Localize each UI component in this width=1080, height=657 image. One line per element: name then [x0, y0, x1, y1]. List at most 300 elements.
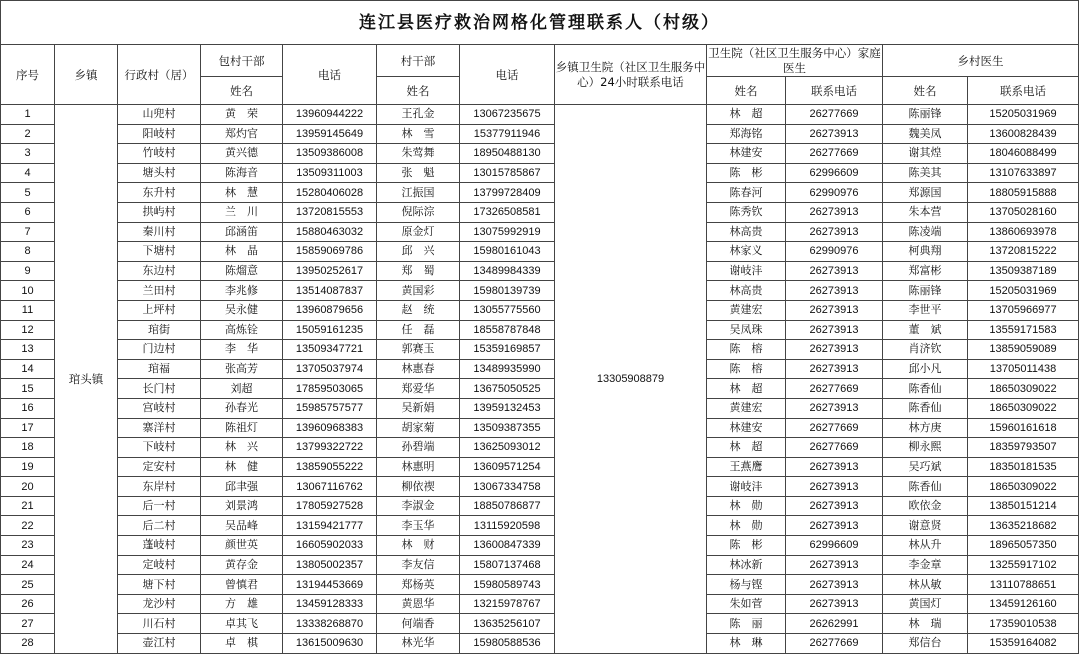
table-row [1, 105, 1079, 125]
table-row [1, 379, 1079, 399]
header-cadre-phone: 电话 [283, 45, 377, 105]
cell-village-cadre-name: 任 磊 [377, 320, 460, 340]
cell-rural-doctor-name: 邱小凡 [883, 359, 968, 379]
cell-village-cadre-name: 郑杨英 [377, 575, 460, 595]
cell-family-doctor-name: 陈 榕 [707, 340, 786, 360]
cell-cadre-phone: 13950252617 [283, 261, 377, 281]
cell-village-cadre-name: 李玉华 [377, 516, 460, 536]
cell-village-cadre-phone: 13015785867 [460, 163, 555, 183]
cell-cadre-name: 高炼铨 [201, 320, 283, 340]
table-row [1, 340, 1079, 360]
cell-family-doctor-name: 陈秀钦 [707, 202, 786, 222]
cell-cadre-name: 林 慧 [201, 183, 283, 203]
cell-rural-doctor-phone: 13860693978 [968, 222, 1079, 242]
cell-village-cadre-phone: 13675050525 [460, 379, 555, 399]
cell-cadre-name: 吴品峰 [201, 516, 283, 536]
cell-village-cadre-phone: 13075992919 [460, 222, 555, 242]
cell-family-doctor-phone: 26273913 [786, 477, 883, 497]
cell-village: 后二村 [118, 516, 201, 536]
table-row [1, 183, 1079, 203]
cell-rural-doctor-phone: 15359164082 [968, 634, 1079, 654]
header-hospital: 乡镇卫生院（社区卫生服务中心）24小时联系电话 [555, 45, 707, 105]
cell-village-cadre-name: 胡家菊 [377, 418, 460, 438]
cell-village-cadre-name: 倪际淙 [377, 202, 460, 222]
cell-rural-doctor-name: 魏美凤 [883, 124, 968, 144]
table-row [1, 418, 1079, 438]
table-row [1, 281, 1079, 301]
cell-rural-doctor-phone: 13600828439 [968, 124, 1079, 144]
cell-family-doctor-name: 朱如菅 [707, 594, 786, 614]
cell-cadre-name: 刘超 [201, 379, 283, 399]
cell-village-cadre-name: 林惠明 [377, 457, 460, 477]
cell-village-cadre-name: 黄恩华 [377, 594, 460, 614]
cell-seq: 17 [1, 418, 55, 438]
cell-village: 东岸村 [118, 477, 201, 497]
cell-cadre-phone: 16605902033 [283, 536, 377, 556]
cell-village: 东升村 [118, 183, 201, 203]
cell-village: 阳岐村 [118, 124, 201, 144]
cell-rural-doctor-name: 吴巧斌 [883, 457, 968, 477]
cell-seq: 6 [1, 202, 55, 222]
table-row [1, 261, 1079, 281]
cell-village-cadre-phone: 13609571254 [460, 457, 555, 477]
cell-village-cadre-phone: 15980588536 [460, 634, 555, 654]
cell-village-cadre-phone: 13625093012 [460, 438, 555, 458]
cell-rural-doctor-phone: 18046088499 [968, 144, 1079, 164]
cell-seq: 3 [1, 144, 55, 164]
cell-family-doctor-phone: 26273913 [786, 398, 883, 418]
cell-village-cadre-phone: 13635256107 [460, 614, 555, 634]
cell-family-doctor-name: 林冰新 [707, 555, 786, 575]
cell-village: 长门村 [118, 379, 201, 399]
cell-cadre-name: 黄存金 [201, 555, 283, 575]
cell-rural-doctor-phone: 13110788651 [968, 575, 1079, 595]
cell-village-cadre-name: 林 雪 [377, 124, 460, 144]
cell-cadre-phone: 13705037974 [283, 359, 377, 379]
table-row [1, 457, 1079, 477]
cell-rural-doctor-name: 林方庚 [883, 418, 968, 438]
cell-village-cadre-name: 黄国彩 [377, 281, 460, 301]
cell-rural-doctor-phone: 18650309022 [968, 477, 1079, 497]
cell-village-cadre-phone: 13067334758 [460, 477, 555, 497]
header-cadre-name: 姓名 [201, 77, 283, 105]
cell-seq: 21 [1, 496, 55, 516]
cell-village: 川石村 [118, 614, 201, 634]
cell-family-doctor-phone: 26273913 [786, 202, 883, 222]
cell-village: 塘头村 [118, 163, 201, 183]
cell-rural-doctor-phone: 13720815222 [968, 242, 1079, 262]
table-row [1, 163, 1079, 183]
cell-rural-doctor-phone: 13107633897 [968, 163, 1079, 183]
cell-village-cadre-phone: 15980589743 [460, 575, 555, 595]
cell-family-doctor-phone: 26273913 [786, 359, 883, 379]
cell-cadre-name: 方 雄 [201, 594, 283, 614]
cell-rural-doctor-name: 柯典翔 [883, 242, 968, 262]
cell-rural-doctor-phone: 13509387189 [968, 261, 1079, 281]
cell-village-cadre-phone: 15359169857 [460, 340, 555, 360]
cell-seq: 13 [1, 340, 55, 360]
cell-seq: 24 [1, 555, 55, 575]
cell-family-doctor-name: 陈 彬 [707, 536, 786, 556]
cell-village-cadre-name: 吴新娟 [377, 398, 460, 418]
cell-seq: 23 [1, 536, 55, 556]
table-row [1, 536, 1079, 556]
cell-village-cadre-name: 张 魁 [377, 163, 460, 183]
header-row-1 [1, 45, 1079, 77]
cell-family-doctor-phone: 62996609 [786, 536, 883, 556]
cell-cadre-phone: 13194453669 [283, 575, 377, 595]
table-row [1, 320, 1079, 340]
cell-family-doctor-phone: 26277669 [786, 634, 883, 654]
cell-cadre-name: 林 健 [201, 457, 283, 477]
table-row [1, 202, 1079, 222]
cell-family-doctor-phone: 26273913 [786, 261, 883, 281]
cell-village-cadre-name: 邱 兴 [377, 242, 460, 262]
cell-rural-doctor-phone: 18359793507 [968, 438, 1079, 458]
cell-cadre-name: 卓 棋 [201, 634, 283, 654]
cell-village-cadre-name: 李淑金 [377, 496, 460, 516]
cell-village-cadre-phone: 13799728409 [460, 183, 555, 203]
cell-family-doctor-phone: 26277669 [786, 144, 883, 164]
cell-village-cadre-phone: 13600847339 [460, 536, 555, 556]
cell-village-cadre-name: 何端香 [377, 614, 460, 634]
cell-cadre-name: 邱涵笛 [201, 222, 283, 242]
cell-rural-doctor-phone: 18650309022 [968, 398, 1079, 418]
header-village-cadre-name: 姓名 [377, 77, 460, 105]
cell-rural-doctor-phone: 13705966977 [968, 300, 1079, 320]
cell-cadre-name: 孙春光 [201, 398, 283, 418]
cell-family-doctor-name: 陈 丽 [707, 614, 786, 634]
cell-village-cadre-name: 郑爱华 [377, 379, 460, 399]
cell-family-doctor-phone: 26273913 [786, 320, 883, 340]
cell-village-cadre-phone: 18558787848 [460, 320, 555, 340]
cell-family-doctor-phone: 26277669 [786, 418, 883, 438]
cell-family-doctor-name: 林 勋 [707, 516, 786, 536]
cell-family-doctor-name: 林高贵 [707, 222, 786, 242]
cell-village: 下塘村 [118, 242, 201, 262]
cell-rural-doctor-phone: 17359010538 [968, 614, 1079, 634]
cell-village: 门边村 [118, 340, 201, 360]
cell-family-doctor-phone: 26277669 [786, 438, 883, 458]
cell-family-doctor-name: 黄建宏 [707, 300, 786, 320]
cell-cadre-phone: 15985757577 [283, 398, 377, 418]
cell-seq: 12 [1, 320, 55, 340]
cell-family-doctor-phone: 26262991 [786, 614, 883, 634]
cell-family-doctor-name: 黄建宏 [707, 398, 786, 418]
cell-rural-doctor-phone: 13635218682 [968, 516, 1079, 536]
cell-cadre-phone: 13799322722 [283, 438, 377, 458]
cell-rural-doctor-name: 李金章 [883, 555, 968, 575]
cell-cadre-name: 郑灼官 [201, 124, 283, 144]
cell-rural-doctor-name: 谢其煌 [883, 144, 968, 164]
table-row [1, 124, 1079, 144]
cell-village: 定安村 [118, 457, 201, 477]
cell-rural-doctor-phone: 15205031969 [968, 105, 1079, 125]
cell-rural-doctor-phone: 13705028160 [968, 202, 1079, 222]
cell-family-doctor-phone: 26277669 [786, 379, 883, 399]
table-row [1, 575, 1079, 595]
header-family-doctor-phone: 联系电话 [786, 77, 883, 105]
cell-cadre-name: 陈祖灯 [201, 418, 283, 438]
cell-rural-doctor-phone: 13559171583 [968, 320, 1079, 340]
cell-rural-doctor-name: 陈凌端 [883, 222, 968, 242]
cell-family-doctor-phone: 26273913 [786, 457, 883, 477]
cell-seq: 16 [1, 398, 55, 418]
cell-rural-doctor-name: 肖济钦 [883, 340, 968, 360]
cell-village: 宫岐村 [118, 398, 201, 418]
cell-seq: 11 [1, 300, 55, 320]
cell-cadre-phone: 13720815553 [283, 202, 377, 222]
cell-family-doctor-name: 林 超 [707, 105, 786, 125]
cell-family-doctor-name: 陈 彬 [707, 163, 786, 183]
table-row [1, 594, 1079, 614]
cell-village-cadre-name: 林惠春 [377, 359, 460, 379]
cell-village-cadre-phone: 13115920598 [460, 516, 555, 536]
cell-village-cadre-phone: 15377911946 [460, 124, 555, 144]
cell-cadre-phone: 17805927528 [283, 496, 377, 516]
table-row [1, 516, 1079, 536]
cell-rural-doctor-phone: 13459126160 [968, 594, 1079, 614]
cell-village-cadre-phone: 13489935990 [460, 359, 555, 379]
cell-seq: 4 [1, 163, 55, 183]
cell-rural-doctor-phone: 13255917102 [968, 555, 1079, 575]
cell-family-doctor-name: 林家义 [707, 242, 786, 262]
cell-village: 秦川村 [118, 222, 201, 242]
cell-cadre-phone: 13509386008 [283, 144, 377, 164]
cell-village: 龙沙村 [118, 594, 201, 614]
cell-cadre-name: 李兆修 [201, 281, 283, 301]
cell-cadre-phone: 13509311003 [283, 163, 377, 183]
cell-family-doctor-name: 谢岐沣 [707, 477, 786, 497]
cell-cadre-phone: 17859503065 [283, 379, 377, 399]
cell-village: 下岐村 [118, 438, 201, 458]
cell-village-cadre-phone: 13067235675 [460, 105, 555, 125]
cell-cadre-phone: 15859069786 [283, 242, 377, 262]
cell-family-doctor-name: 王燕鹰 [707, 457, 786, 477]
cell-village-cadre-name: 郭赛玉 [377, 340, 460, 360]
header-seq: 序号 [1, 45, 55, 105]
table-row [1, 438, 1079, 458]
cell-rural-doctor-name: 欧依金 [883, 496, 968, 516]
cell-seq: 26 [1, 594, 55, 614]
cell-village: 山兜村 [118, 105, 201, 125]
cell-rural-doctor-phone: 18350181535 [968, 457, 1079, 477]
cell-village: 拱屿村 [118, 202, 201, 222]
cell-village: 壶江村 [118, 634, 201, 654]
table-row [1, 359, 1079, 379]
cell-seq: 9 [1, 261, 55, 281]
cell-village-cadre-phone: 13215978767 [460, 594, 555, 614]
cell-village: 定岐村 [118, 555, 201, 575]
cell-seq: 25 [1, 575, 55, 595]
cell-cadre-name: 刘景鸿 [201, 496, 283, 516]
cell-cadre-phone: 13509347721 [283, 340, 377, 360]
cell-rural-doctor-name: 林从敏 [883, 575, 968, 595]
cell-cadre-name: 黄兴德 [201, 144, 283, 164]
cell-cadre-phone: 13960944222 [283, 105, 377, 125]
cell-family-doctor-name: 杨与铿 [707, 575, 786, 595]
cell-village-cadre-phone: 17326508581 [460, 202, 555, 222]
cell-cadre-phone: 13514087837 [283, 281, 377, 301]
cell-family-doctor-phone: 26273913 [786, 300, 883, 320]
cell-cadre-phone: 13615009630 [283, 634, 377, 654]
cell-rural-doctor-phone: 13705011438 [968, 359, 1079, 379]
header-family-doctor-name: 姓名 [707, 77, 786, 105]
cell-village: 兰田村 [118, 281, 201, 301]
cell-rural-doctor-name: 柳永熙 [883, 438, 968, 458]
cell-village-cadre-name: 王孔金 [377, 105, 460, 125]
header-village: 行政村（居） [118, 45, 201, 105]
header-rural-doctor: 乡村医生 [883, 45, 1079, 77]
cell-village-cadre-phone: 18950488130 [460, 144, 555, 164]
cell-family-doctor-name: 林 超 [707, 379, 786, 399]
table-row [1, 614, 1079, 634]
cell-village-cadre-name: 郑 蜀 [377, 261, 460, 281]
contact-table [0, 44, 1079, 654]
cell-family-doctor-phone: 26273913 [786, 594, 883, 614]
header-cadre: 包村干部 [201, 45, 283, 77]
cell-village: 琯街 [118, 320, 201, 340]
cell-village-cadre-name: 江振国 [377, 183, 460, 203]
table-row [1, 398, 1079, 418]
cell-village-cadre-phone: 15980161043 [460, 242, 555, 262]
cell-seq: 15 [1, 379, 55, 399]
cell-cadre-phone: 13067116762 [283, 477, 377, 497]
cell-family-doctor-name: 吴凤珠 [707, 320, 786, 340]
header-village-cadre-phone: 电话 [460, 45, 555, 105]
cell-cadre-name: 曾慎君 [201, 575, 283, 595]
table-body [1, 105, 1079, 654]
table-row [1, 555, 1079, 575]
cell-family-doctor-name: 陈春河 [707, 183, 786, 203]
cell-family-doctor-phone: 62996609 [786, 163, 883, 183]
cell-seq: 20 [1, 477, 55, 497]
hospital-phone-cell: 13305908879 [555, 105, 707, 654]
cell-village: 寨洋村 [118, 418, 201, 438]
cell-family-doctor-phone: 26273913 [786, 575, 883, 595]
cell-cadre-name: 陈熘意 [201, 261, 283, 281]
cell-family-doctor-name: 林 超 [707, 438, 786, 458]
table-row [1, 634, 1079, 654]
cell-cadre-phone: 13338268870 [283, 614, 377, 634]
cell-rural-doctor-name: 郑信台 [883, 634, 968, 654]
cell-cadre-name: 邱聿强 [201, 477, 283, 497]
cell-village: 琯福 [118, 359, 201, 379]
cell-seq: 2 [1, 124, 55, 144]
cell-rural-doctor-phone: 18650309022 [968, 379, 1079, 399]
cell-family-doctor-phone: 26277669 [786, 105, 883, 125]
table-row [1, 300, 1079, 320]
cell-family-doctor-name: 林建安 [707, 144, 786, 164]
cell-seq: 14 [1, 359, 55, 379]
cell-family-doctor-phone: 62990976 [786, 183, 883, 203]
cell-cadre-phone: 13805002357 [283, 555, 377, 575]
cell-village-cadre-name: 柳依禊 [377, 477, 460, 497]
cell-village: 竹岐村 [118, 144, 201, 164]
cell-village-cadre-name: 李友信 [377, 555, 460, 575]
cell-cadre-name: 黄 荣 [201, 105, 283, 125]
cell-village-cadre-phone: 13959132453 [460, 398, 555, 418]
table-row [1, 496, 1079, 516]
cell-rural-doctor-phone: 13850151214 [968, 496, 1079, 516]
cell-village-cadre-phone: 15807137468 [460, 555, 555, 575]
cell-family-doctor-name: 林建安 [707, 418, 786, 438]
cell-rural-doctor-phone: 18805915888 [968, 183, 1079, 203]
cell-rural-doctor-name: 陈香仙 [883, 477, 968, 497]
cell-seq: 7 [1, 222, 55, 242]
cell-rural-doctor-phone: 15205031969 [968, 281, 1079, 301]
cell-village-cadre-phone: 13055775560 [460, 300, 555, 320]
cell-cadre-name: 陈海音 [201, 163, 283, 183]
table-row [1, 242, 1079, 262]
cell-cadre-name: 张高芳 [201, 359, 283, 379]
cell-family-doctor-phone: 62990976 [786, 242, 883, 262]
cell-cadre-phone: 15880463032 [283, 222, 377, 242]
cell-seq: 10 [1, 281, 55, 301]
cell-village-cadre-name: 原金灯 [377, 222, 460, 242]
cell-rural-doctor-name: 李世平 [883, 300, 968, 320]
cell-family-doctor-phone: 26273913 [786, 496, 883, 516]
cell-cadre-name: 林 晶 [201, 242, 283, 262]
cell-cadre-name: 林 兴 [201, 438, 283, 458]
cell-seq: 8 [1, 242, 55, 262]
cell-seq: 18 [1, 438, 55, 458]
cell-cadre-name: 兰 川 [201, 202, 283, 222]
cell-family-doctor-name: 林 琳 [707, 634, 786, 654]
cell-family-doctor-phone: 26273913 [786, 516, 883, 536]
cell-village-cadre-phone: 18850786877 [460, 496, 555, 516]
town-cell: 琯头镇 [55, 105, 118, 654]
cell-rural-doctor-phone: 13859059089 [968, 340, 1079, 360]
cell-rural-doctor-name: 林 瑞 [883, 614, 968, 634]
table-row [1, 222, 1079, 242]
cell-cadre-phone: 15059161235 [283, 320, 377, 340]
cell-family-doctor-name: 郑海铭 [707, 124, 786, 144]
cell-village-cadre-phone: 13509387355 [460, 418, 555, 438]
header-village-cadre: 村干部 [377, 45, 460, 77]
cell-seq: 22 [1, 516, 55, 536]
cell-rural-doctor-name: 朱本营 [883, 202, 968, 222]
cell-village: 上坪村 [118, 300, 201, 320]
cell-village-cadre-name: 赵 统 [377, 300, 460, 320]
cell-rural-doctor-name: 林从升 [883, 536, 968, 556]
cell-village-cadre-name: 孙碧端 [377, 438, 460, 458]
cell-village-cadre-phone: 13489984339 [460, 261, 555, 281]
cell-rural-doctor-name: 谢意贤 [883, 516, 968, 536]
cell-family-doctor-phone: 26273913 [786, 124, 883, 144]
cell-cadre-name: 李 华 [201, 340, 283, 360]
cell-family-doctor-name: 林 勋 [707, 496, 786, 516]
cell-rural-doctor-phone: 15960161618 [968, 418, 1079, 438]
cell-rural-doctor-name: 陈香仙 [883, 379, 968, 399]
cell-village-cadre-name: 林 财 [377, 536, 460, 556]
cell-village: 塘下村 [118, 575, 201, 595]
cell-seq: 19 [1, 457, 55, 477]
cell-family-doctor-name: 林高贵 [707, 281, 786, 301]
cell-seq: 27 [1, 614, 55, 634]
cell-family-doctor-name: 谢岐沣 [707, 261, 786, 281]
cell-cadre-phone: 13459128333 [283, 594, 377, 614]
table-row [1, 477, 1079, 497]
cell-village: 后一村 [118, 496, 201, 516]
cell-cadre-phone: 13960968383 [283, 418, 377, 438]
cell-cadre-name: 颜世英 [201, 536, 283, 556]
cell-family-doctor-phone: 26273913 [786, 555, 883, 575]
cell-rural-doctor-name: 陈香仙 [883, 398, 968, 418]
cell-rural-doctor-name: 黄国灯 [883, 594, 968, 614]
header-family-doctor: 卫生院（社区卫生服务中心）家庭医生 [708, 45, 881, 75]
cell-village-cadre-phone: 15980139739 [460, 281, 555, 301]
